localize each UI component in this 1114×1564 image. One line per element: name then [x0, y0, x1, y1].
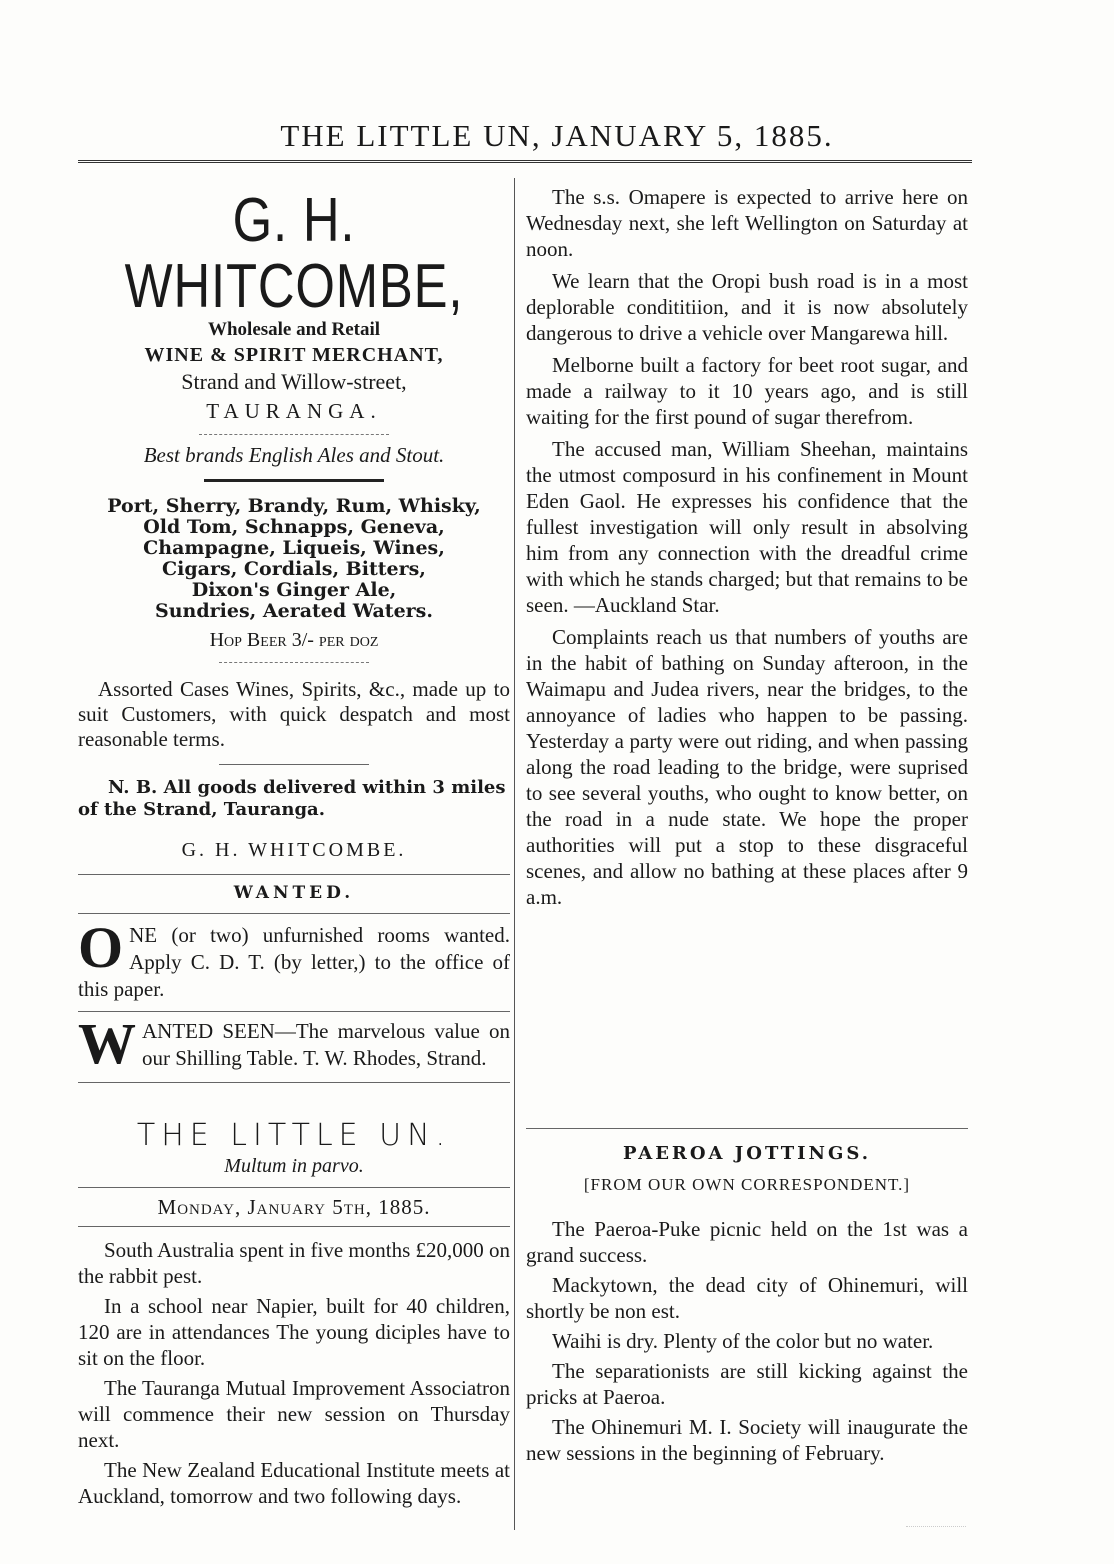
- news-paragraph: The s.s. Omapere is expected to arrive here on Wednesday next, she left Wellington on Saturday at noon.: [526, 185, 968, 261]
- masthead-rule: [78, 160, 972, 163]
- ad-brands: Best brands English Ales and Stout.: [143, 443, 445, 467]
- news-paragraph: The Tauranga Mutual Improvement Associatron will commence their new session on Thursday next.: [78, 1376, 510, 1452]
- ad-line-merchant: WINE & SPIRIT MERCHANT,: [144, 344, 444, 366]
- news-paragraph: Melborne built a factory for beet root sugar, and made a railway to it 10 years ago, and is still waiting for the first pound of sugar therefrom.: [526, 353, 968, 429]
- divider: [78, 913, 510, 914]
- product-line: Sundries, Aerated Waters.: [155, 600, 433, 622]
- divider: [78, 1011, 510, 1012]
- news-paragraph: The New Zealand Educational Institute meets at Auckland, tomorrow and two following days.: [78, 1458, 510, 1508]
- news-paragraph: The Ohinemuri M. I. Society will inaugurate the new sessions in the beginning of February.: [526, 1415, 968, 1465]
- ad-hop-beer: Hop Beer 3/- per doz: [209, 629, 379, 651]
- ad-signature: G. H. WHITCOMBE.: [181, 839, 407, 861]
- divider: [526, 1128, 968, 1129]
- whitcombe-advertisement: [78, 188, 510, 863]
- drop-cap: W: [78, 1011, 136, 1076]
- product-line: Champagne, Liqueis, Wines,: [143, 537, 445, 559]
- news-paragraph: South Australia spent in five months £20,000 on the rabbit pest.: [78, 1238, 510, 1288]
- divider: [204, 479, 384, 482]
- ad-assorted: Assorted Cases Wines, Spirits, &c., made up to suit Customers, with quick despatch and most reasonable terms.: [78, 677, 510, 751]
- ad-nb: N. B. All goods delivered within 3 miles of the Strand, Tauranga.: [78, 777, 506, 820]
- wanted-ad-rhodes: [78, 1011, 510, 1076]
- paper-motto: Multum in parvo.: [224, 1155, 364, 1177]
- news-paragraph: Complaints reach us that numbers of youths are in the habit of bathing on Sunday afteroon, in the Waimapu and Judea rivers, near the bridges, to the annoyance of ladies who happen to be passing. Yesterday a party were out riding, and when passing along the road leading to the bridge, were suprised to see several youths, who ought to know better, on the road in a nude state. We hope the proper authorities will put a stop to these disgraceful scenes, and allow no bathing at these places after 9 a.m.: [526, 625, 968, 909]
- wanted-heading: WANTED.: [233, 883, 355, 903]
- news-paragraph: Waihi is dry. Plenty of the color but no water.: [552, 1329, 934, 1353]
- divider: [219, 662, 369, 663]
- divider: [78, 1082, 510, 1083]
- product-line: Dixon's Ginger Ale,: [191, 579, 397, 601]
- paeroa-section: [526, 1128, 968, 1466]
- wanted-ad-rooms-text: NE (or two) unfurnished rooms wanted. Apply C. D. T. (by letter,) to the office of this paper.: [78, 923, 510, 1001]
- ad-line-town: TAURANGA.: [206, 399, 382, 423]
- drop-cap: O: [78, 915, 124, 980]
- issue-date: Monday, January 5th, 1885.: [157, 1195, 431, 1219]
- news-paragraph: The Paeroa-Puke picnic held on the 1st was a grand success.: [526, 1217, 968, 1267]
- product-line: Cigars, Cordials, Bitters,: [162, 558, 426, 580]
- column-rule: [514, 178, 515, 1530]
- paper-header: [78, 1118, 510, 1509]
- news-paragraph: In a school near Napier, built for 40 children, 120 are in attendances The young diciples have to sit on the floor.: [78, 1294, 510, 1370]
- masthead-title: THE LITTLE UN, JANUARY 5, 1885.: [280, 118, 834, 153]
- wanted-ad-rooms: [78, 915, 510, 1003]
- paeroa-subheading: [FROM OUR OWN CORRESPONDENT.]: [583, 1175, 911, 1194]
- news-paragraph: We learn that the Oropi bush road is in a most deplorable condititiion, and it is now absolutely dangerous to drive a vehicle over Mangarewa hill.: [526, 269, 968, 345]
- paper-title: THE LITTLE UN.: [136, 1118, 452, 1153]
- news-paragraph: The separationists are still kicking against the pricks at Paeroa.: [526, 1359, 968, 1409]
- print-smudge: [906, 1526, 966, 1533]
- divider: [219, 764, 369, 765]
- ad-line-address: Strand and Willow-street,: [181, 369, 407, 394]
- divider: [78, 1226, 510, 1227]
- advertiser-name: G. H. WHITCOMBE,: [124, 186, 464, 321]
- news-column: [526, 184, 968, 910]
- product-line: Port, Sherry, Brandy, Rum, Whisky,: [107, 495, 481, 517]
- ad-line-wholesale: Wholesale and Retail: [207, 319, 381, 340]
- divider: [199, 434, 389, 435]
- ad-product-list: [78, 496, 510, 622]
- product-line: Old Tom, Schnapps, Geneva,: [143, 516, 445, 538]
- news-paragraph: Mackytown, the dead city of Ohinemuri, will shortly be non est.: [526, 1273, 968, 1323]
- divider: [78, 1187, 510, 1188]
- divider: [78, 874, 510, 875]
- news-paragraph: The accused man, William Sheehan, maintains the utmost composurd in his confinement in Mount Eden Gaol. He expresses his confidence that the fullest investigation will only result in absolving him from any connection with the dreadful crime with which he stands charged; but that remains to be seen. —Auckland Star.: [526, 437, 968, 617]
- wanted-ad-rhodes-text: ANTED SEEN—The marvelous value on our Shilling Table. T. W. Rhodes, Strand.: [142, 1019, 510, 1070]
- paeroa-heading: PAEROA JOTTINGS.: [623, 1143, 871, 1164]
- wanted-section: [78, 874, 510, 1089]
